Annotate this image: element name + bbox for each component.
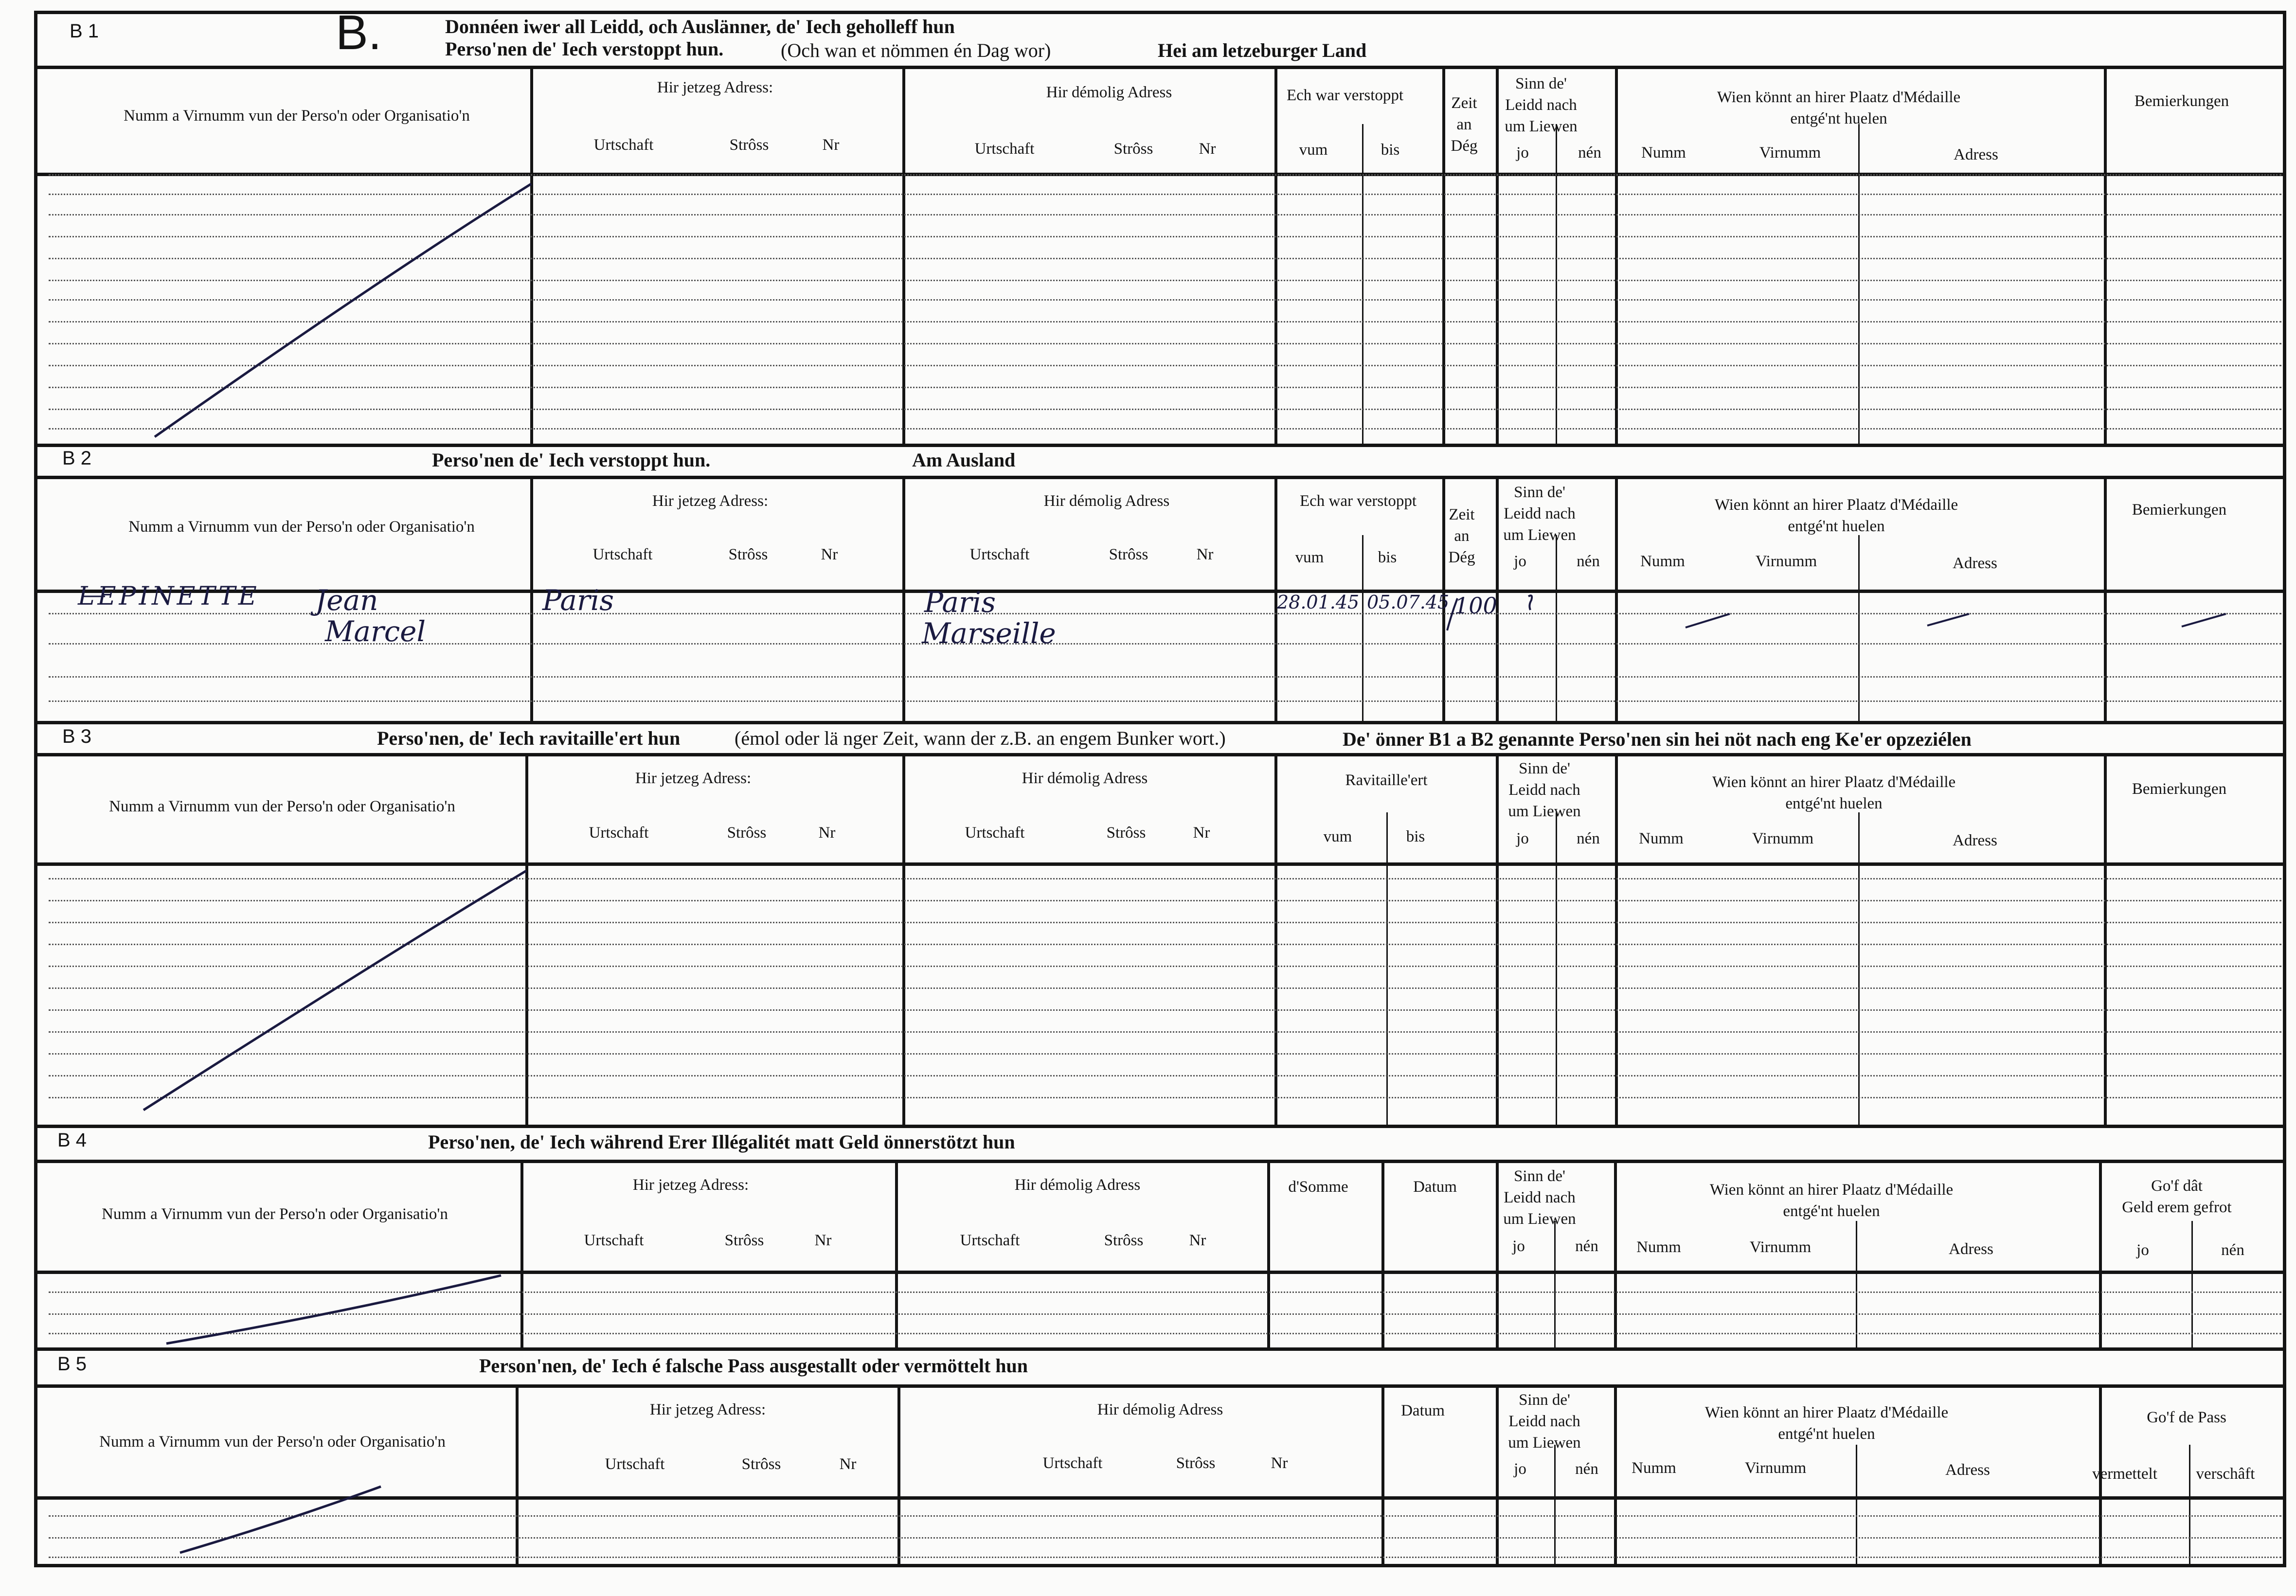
b1-previous-address-header: Hir démolig Adress	[1046, 84, 1172, 101]
b4-street-header-2: Strôss	[1104, 1232, 1144, 1249]
b4-sum-header: d'Somme	[1288, 1178, 1348, 1196]
section-b3-extra: De' önner B1 a B2 genannte Perso'nen sin hei nöt nach eng Ke'er opzeziélen	[1343, 728, 1972, 750]
b4-money-header: Go'f dât Geld erem gefrot	[2122, 1177, 2232, 1216]
b2-days-tick	[1447, 598, 1457, 630]
b5-medal-address-header: Adress	[1945, 1461, 1990, 1479]
b2-town-header-2: Urtschaft	[969, 546, 1030, 563]
b5-current-address-header: Hir jetzeg Adress:	[649, 1401, 766, 1418]
b5-pass-given-header: vermettelt	[2092, 1465, 2157, 1483]
entry-firstname-2: Marcel	[325, 615, 426, 648]
b1-street-header-2: Strôss	[1113, 140, 1153, 158]
b1-from-header: vum	[1299, 141, 1328, 159]
b1-to-header: bis	[1381, 141, 1400, 159]
entry-to-date: 05.07.45	[1367, 592, 1450, 613]
b1-medal-name-header: Numm	[1641, 144, 1686, 161]
b3-nr-header: Nr	[818, 824, 836, 842]
b5-street-header-2: Strôss	[1176, 1454, 1216, 1472]
b5-nr-header-2: Nr	[1271, 1454, 1288, 1472]
b5-nr-header: Nr	[839, 1455, 857, 1473]
b3-medal-header: Wien könnt an hirer Plaatz d'Médaille entgé'nt huelen	[1712, 773, 1956, 812]
b3-no-header: nén	[1577, 830, 1600, 847]
section-b4-title: Perso'nen, de' Iech während Erer Illégalitét matt Geld önnerstötzt hun	[428, 1131, 1015, 1153]
section-b2-place: Am Ausland	[912, 449, 1016, 471]
b1-medal-header: Wien könnt an hirer Plaatz d'Médaille entgé'nt huelen	[1717, 89, 1961, 127]
b5-name-header: Numm a Virnumm vun der Perso'n oder Organisatio'n	[99, 1433, 446, 1451]
b2-from-header: vum	[1295, 549, 1324, 566]
section-b1-note: (Och wan et nömmen én Dag wor)	[781, 39, 1051, 61]
b2-medal-firstname-header: Virnumm	[1755, 553, 1817, 570]
entry-current-town: Paris	[542, 584, 614, 617]
entry-previous-town-2: Marseille	[922, 617, 1056, 650]
b1-street-header: Strôss	[729, 136, 769, 154]
b1-nr-header-2: Nr	[1199, 140, 1216, 158]
b5-saved-header: Sinn de' Leidd nach um Liewen	[1508, 1391, 1581, 1452]
b5-no-header: nén	[1575, 1460, 1598, 1478]
b3-street-header: Strôss	[727, 824, 767, 842]
b4-medal-address-header: Adress	[1949, 1240, 1993, 1258]
b2-medal-address-header: Adress	[1953, 555, 1997, 572]
b3-name-header: Numm a Virnumm vun der Perso'n oder Organisatio'n	[109, 798, 455, 815]
b3-saved-header: Sinn de' Leidd nach um Liewen	[1508, 760, 1581, 820]
b2-street-header-2: Strôss	[1109, 546, 1148, 563]
b2-street-header: Strôss	[728, 546, 768, 563]
section-b1-place: Hei am letzeburger Land	[1158, 39, 1367, 61]
b1-medal-firstname-header: Virnumm	[1759, 144, 1821, 161]
section-b5-code: B 5	[57, 1353, 87, 1375]
b5-previous-address-header: Hir démolig Adress	[1097, 1401, 1223, 1418]
b2-medal-address-dash	[1927, 614, 1969, 626]
section-b2-title: Perso'nen de' Iech verstoppt hun.	[432, 449, 711, 471]
b5-yes-header: jo	[1514, 1460, 1526, 1478]
section-b3-title: Perso'nen, de' Iech ravitaille'ert hun	[377, 727, 681, 749]
b4-medal-firstname-header: Virnumm	[1749, 1238, 1812, 1256]
b5-medal-firstname-header: Virnumm	[1744, 1459, 1807, 1477]
b2-name-header: Numm a Virnumm vun der Perso'n oder Organisatio'n	[128, 518, 475, 536]
entry-from-date: 28.01.45	[1277, 592, 1360, 613]
b2-medal-header: Wien könnt an hirer Plaatz d'Médaille entgé'nt huelen	[1714, 496, 1958, 535]
b4-medal-header: Wien könnt an hirer Plaatz d'Médaille entgé'nt huelen	[1709, 1181, 1954, 1220]
b4-saved-header: Sinn de' Leidd nach um Liewen	[1503, 1167, 1576, 1228]
form-letter: B.	[336, 5, 382, 60]
b2-to-header: bis	[1378, 549, 1397, 566]
b4-medal-name-header: Numm	[1636, 1238, 1681, 1256]
b5-town-header-2: Urtschaft	[1042, 1454, 1103, 1472]
b2-current-address-header: Hir jetzeg Adress:	[652, 492, 769, 510]
b3-medal-address-header: Adress	[1953, 832, 1997, 849]
b1-yes-header: jo	[1516, 144, 1529, 161]
b5-medal-name-header: Numm	[1632, 1459, 1676, 1477]
b5-medal-header: Wien könnt an hirer Plaatz d'Médaille entgé'nt huelen	[1704, 1404, 1949, 1443]
b3-medal-firstname-header: Virnumm	[1752, 830, 1814, 847]
b1-days-header: Zeit an Dég	[1451, 94, 1478, 155]
b4-town-header-2: Urtschaft	[960, 1232, 1020, 1249]
section-b1-code: B 1	[70, 20, 99, 42]
b3-previous-address-header: Hir démolig Adress	[1022, 770, 1148, 787]
b2-town-header: Urtschaft	[592, 546, 653, 563]
b2-previous-address-header: Hir démolig Adress	[1043, 492, 1170, 510]
b5-pass-header: Go'f de Pass	[2147, 1409, 2226, 1426]
entry-firstname-1: Jean	[315, 584, 378, 617]
b3-to-header: bis	[1406, 828, 1425, 845]
b2-saved-mark	[1528, 595, 1532, 610]
b4-no-header: nén	[1575, 1237, 1598, 1255]
section-b3-code: B 3	[62, 726, 92, 747]
b1-no-header: nén	[1578, 144, 1601, 161]
b2-medal-name-dash	[1686, 614, 1730, 628]
b3-town-header: Urtschaft	[589, 824, 649, 842]
b3-strike-line	[144, 871, 526, 1110]
section-b1-title: Donnéen iwer all Leidd, och Auslänner, de' Iech geholleff hun Perso'nen de' Iech verstoppt hun.	[445, 16, 955, 60]
b1-strike-line	[155, 184, 531, 437]
section-b3-note: (émol oder lä nger Zeit, wann der z.B. an engem Bunker wort.)	[735, 727, 1226, 749]
b5-town-header: Urtschaft	[605, 1455, 665, 1473]
b2-no-header: nén	[1577, 553, 1600, 570]
b1-town-header-2: Urtschaft	[974, 140, 1035, 158]
b4-current-address-header: Hir jetzeg Adress:	[632, 1176, 749, 1194]
b5-date-header: Datum	[1401, 1402, 1445, 1419]
b4-money-no-header: nén	[2221, 1241, 2244, 1259]
b2-remarks-header: Bemierkungen	[2132, 501, 2227, 519]
b1-town-header: Urtschaft	[593, 136, 654, 154]
entry-surname: LEPINETTE	[78, 582, 260, 611]
b4-money-yes-header: jo	[2136, 1241, 2149, 1259]
b3-medal-name-header: Numm	[1639, 830, 1684, 847]
b2-saved-header: Sinn de' Leidd nach um Liewen	[1503, 484, 1576, 544]
b2-nr-header-2: Nr	[1196, 546, 1214, 563]
b2-hidden-header: Ech war verstoppt	[1299, 492, 1417, 510]
b1-saved-header: Sinn de' Leidd nach um Liewen	[1505, 75, 1578, 135]
b4-name-header: Numm a Virnumm vun der Perso'n oder Organisatio'n	[102, 1205, 448, 1223]
b3-nr-header-2: Nr	[1193, 824, 1210, 842]
b2-days-header: Zeit an Dég	[1448, 506, 1475, 566]
b4-street-header: Strôss	[724, 1232, 764, 1249]
b3-current-address-header: Hir jetzeg Adress:	[635, 770, 752, 787]
b4-yes-header: jo	[1512, 1237, 1525, 1255]
b4-previous-address-header: Hir démolig Adress	[1014, 1176, 1141, 1194]
b4-town-header: Urtschaft	[584, 1232, 644, 1249]
b3-street-header-2: Strôss	[1106, 824, 1146, 842]
section-b5-title: Person'nen, de' Iech é falsche Pass ausgestallt oder vermöttelt hun	[479, 1355, 1028, 1377]
b4-strike-line	[166, 1275, 501, 1344]
b4-nr-header: Nr	[814, 1232, 832, 1249]
b2-nr-header: Nr	[821, 546, 838, 563]
b1-medal-address-header: Adress	[1954, 146, 1998, 163]
b1-nr-header: Nr	[822, 136, 840, 154]
b3-remarks-header: Bemierkungen	[2132, 780, 2227, 798]
b1-name-header: Numm a Virnumm vun der Perso'n oder Organisatio'n	[124, 107, 470, 125]
b1-remarks-header: Bemierkungen	[2134, 92, 2229, 110]
b5-strike-line	[180, 1487, 381, 1553]
b4-date-header: Datum	[1413, 1178, 1457, 1196]
entry-days: 100	[1454, 592, 1497, 619]
b3-ravit-header: Ravitaille'ert	[1345, 771, 1428, 789]
section-b4-code: B 4	[57, 1130, 87, 1151]
b5-pass-made-header: verschâft	[2196, 1465, 2255, 1483]
b2-remarks-dash	[2182, 614, 2226, 627]
b2-yes-header: jo	[1514, 553, 1526, 570]
b3-from-header: vum	[1323, 828, 1352, 845]
section-b2-code: B 2	[62, 448, 92, 469]
entry-previous-town-1: Paris	[924, 586, 996, 619]
b2-medal-name-header: Numm	[1640, 553, 1685, 570]
b5-street-header: Strôss	[741, 1455, 781, 1473]
b1-current-address-header: Hir jetzeg Adress:	[657, 79, 773, 96]
b3-yes-header: jo	[1516, 830, 1529, 847]
b3-town-header-2: Urtschaft	[965, 824, 1025, 842]
b4-nr-header-2: Nr	[1189, 1232, 1206, 1249]
b1-hidden-header: Ech war verstoppt	[1286, 87, 1404, 104]
